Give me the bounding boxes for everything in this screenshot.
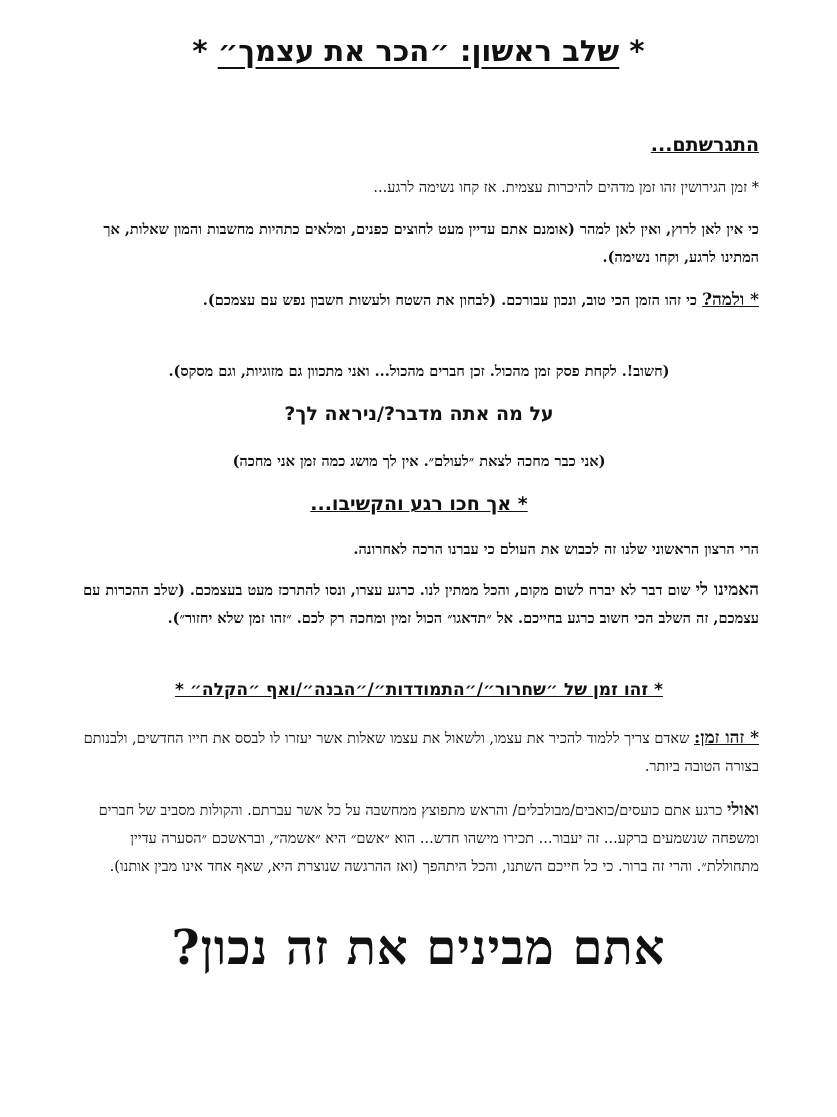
time-text: שאדם צריך ללמוד להכיר את עצמו, ולשאול את עצמו שאלות אשר יעזרו לו לבסס את חייו החדשים, ולבנותם בצורה הטובה ביותר. — [83, 731, 759, 775]
title-star-right: * — [629, 34, 645, 68]
closing-question: אתם מבינים את זה נכון? — [171, 920, 666, 976]
wait-text: * אך חכו רגע והקשיבו... — [310, 493, 528, 515]
title-star-left: * — [192, 34, 208, 68]
maybe-lead: ואולי — [726, 800, 759, 820]
why-lead: * ולמה? — [702, 290, 759, 310]
paragraph-maybe — [79, 796, 759, 881]
maybe-text: כרגע אתם כועסים/כואבים/מבולבלים/ והראש מתפוצץ ממחשבה על כל אשר עברתם. והקולות מסביב של חברים ומשפחה שנשמעים ברקע... זה יעבור... תכירו מישהו חדש... הוא ״אשם״ היא ״אשמה״, ובראשכם ״הסערה עדיין מתחוללת״. והרי זה ברור. כי כל חייכם השתנו, והכל היתהפך (ואז ההרגשה שנוצרת היא, שאף אחד אינו מבין אותנו). — [98, 803, 759, 875]
question-heading: על מה אתה מדבר?/ניראה לך? — [284, 403, 554, 425]
page-title — [0, 34, 837, 68]
time-lead: * זהו זמן: — [693, 728, 759, 748]
paragraph-believe-me — [79, 576, 759, 633]
paragraph-why — [79, 286, 759, 315]
believe-text: שום דבר לא יברח לשום מקום, והכל ממתין לנו. כרגע עצרו, ונסו להתרכז מעט בעצמכם. (שלב ההכרות עם עצמכם, זה השלב הכי חשוב כרגע בחייכם. אל ״תדאגו״ הכול זמין ומחכה רק לכם. ״זהו זמן שלא יחזור״). — [83, 582, 759, 627]
paragraph-important-note: (חשוב!. לקחת פסק זמן מהכול. זכן חברים מהכול... ואני מתכוון גם מזוגיות, וגם מסקס). — [168, 363, 670, 380]
paragraph-first-desire: הרי הרצון הראשוני שלנו זה לכבוש את העולם כי עברנו הרכה לאחרונה. — [353, 541, 759, 558]
time-of-release-text: * זהו זמן של ״שחרור״/״התמודדות״/״הבנה״/ואף ״הקלה״ * — [175, 680, 663, 700]
paragraph-time-to-know — [79, 724, 759, 781]
title-text: שלב ראשון: ״הכר את עצמך״ — [217, 34, 620, 68]
paragraph-intro: * זמן הגירושין זהו זמן מדהים להיכרות עצמית. אז קחו נשימה לרגע... — [373, 180, 759, 196]
time-of-release-heading — [79, 676, 759, 704]
wait-heading — [79, 490, 759, 518]
question-note: (אני כבר מחכה לצאת ״לעולם״. אין לך מושג כמה זמן אני מחכה) — [232, 453, 606, 470]
section-heading: התגרשתם... — [650, 134, 759, 156]
believe-lead: האמינו לי — [695, 580, 759, 600]
why-text: כי זהו הזמן הכי טוב, ונכון עבורכם. (לבחון את השטח ולעשות חשבון נפש עם עצמכם). — [202, 292, 703, 309]
paragraph-no-rush: כי אין לאן לרוץ, ואין לאן למהר (אומנם אתם עדיין מעט לחוצים כפנים, ומלאים כתהיות מחשבות והמון שאלות, אך המתינו לרגע, וקחו נשימה). — [103, 221, 759, 266]
